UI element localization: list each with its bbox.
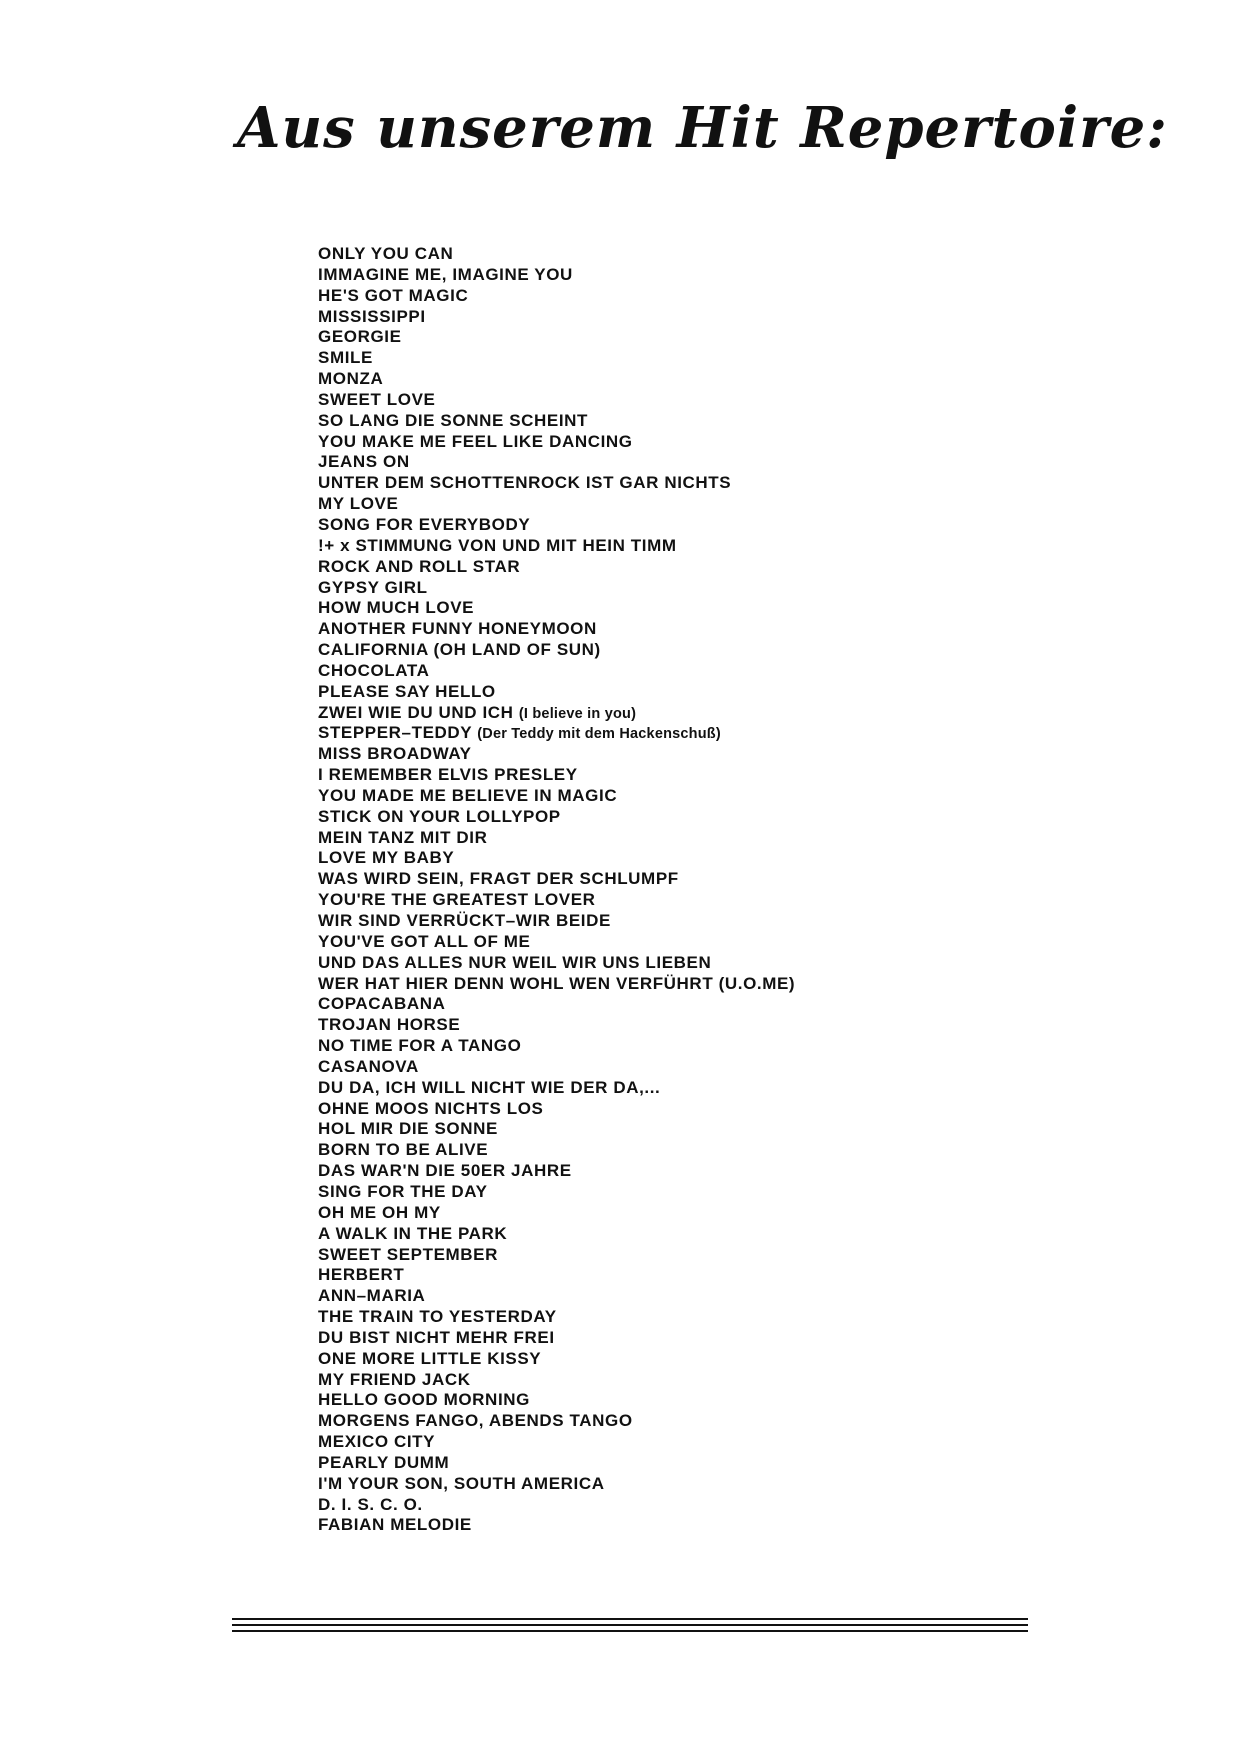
song-list-item xyxy=(318,640,795,661)
song-list-item xyxy=(318,286,795,307)
song-title: YOU'RE THE GREATEST LOVER xyxy=(318,890,596,910)
song-title: SO LANG DIE SONNE SCHEINT xyxy=(318,410,589,430)
song-list-item xyxy=(318,494,795,515)
song-title: CALIFORNIA (OH LAND OF SUN) xyxy=(318,640,601,660)
song-list-item xyxy=(318,348,795,369)
song-title: YOU'VE GOT ALL OF ME xyxy=(318,931,531,951)
song-title: A WALK IN THE PARK xyxy=(318,1223,508,1243)
song-list-item xyxy=(318,890,795,911)
song-title: STEPPER–TEDDY xyxy=(318,723,472,743)
song-title: WIR SIND VERRÜCKT–WIR BEIDE xyxy=(318,911,611,930)
song-title: OH ME OH MY xyxy=(318,1202,441,1222)
song-list-item xyxy=(318,848,795,869)
song-title: GEORGIE xyxy=(318,327,402,347)
song-list-item xyxy=(318,536,795,557)
song-title: TROJAN HORSE xyxy=(318,1015,461,1035)
song-title: MY LOVE xyxy=(318,494,399,514)
song-list-item xyxy=(318,1119,795,1140)
song-title: SWEET SEPTEMBER xyxy=(318,1244,498,1264)
song-list-item xyxy=(318,1390,795,1411)
song-list-item xyxy=(318,828,795,849)
song-title: UNTER DEM SCHOTTENROCK IST GAR NICHTS xyxy=(318,473,732,493)
song-title: THE TRAIN TO YESTERDAY xyxy=(318,1307,557,1327)
song-list-item xyxy=(318,1411,795,1432)
song-list-item xyxy=(318,1161,795,1182)
song-list-item xyxy=(318,390,795,411)
song-title: COPACABANA xyxy=(318,994,446,1014)
song-list-item xyxy=(318,265,795,286)
song-title: HOL MIR DIE SONNE xyxy=(318,1119,498,1139)
song-title: GYPSY GIRL xyxy=(318,577,428,597)
song-title: MONZA xyxy=(318,369,384,389)
song-title: IMMAGINE ME, IMAGINE YOU xyxy=(318,264,573,284)
song-title: !+ x STIMMUNG VON UND MIT HEIN TIMM xyxy=(318,535,677,555)
page-heading: Aus unserem Hit Repertoire: xyxy=(237,95,1168,161)
footer-rule-line xyxy=(232,1624,1028,1626)
song-list-item xyxy=(318,369,795,390)
song-title: ANOTHER FUNNY HONEYMOON xyxy=(318,619,597,639)
song-list-item xyxy=(318,703,795,724)
song-list-item xyxy=(318,557,795,578)
song-list-item xyxy=(318,1495,795,1516)
song-list-item xyxy=(318,786,795,807)
song-title: JEANS ON xyxy=(318,452,410,472)
song-list-item xyxy=(318,682,795,703)
song-list-item xyxy=(318,1286,795,1307)
song-title: SONG FOR EVERYBODY xyxy=(318,514,531,534)
song-title: MEIN TANZ MIT DIR xyxy=(318,827,488,847)
song-title: FABIAN MELODIE xyxy=(318,1515,472,1535)
song-title: OHNE MOOS NICHTS LOS xyxy=(318,1098,544,1118)
footer-rule-line xyxy=(232,1630,1028,1632)
song-list-item xyxy=(318,911,795,932)
song-list-item xyxy=(318,1265,795,1286)
song-title: MORGENS FANGO, ABENDS TANGO xyxy=(318,1411,633,1431)
song-list-item xyxy=(318,244,795,265)
song-list-item xyxy=(318,974,795,995)
song-title: DU BIST NICHT MEHR FREI xyxy=(318,1327,555,1347)
song-list-item xyxy=(318,932,795,953)
song-list-item xyxy=(318,515,795,536)
footer-rule-line xyxy=(232,1618,1028,1620)
song-list-item xyxy=(318,1224,795,1245)
song-list-item xyxy=(318,1370,795,1391)
song-title: I REMEMBER ELVIS PRESLEY xyxy=(318,765,578,785)
song-title: BORN TO BE ALIVE xyxy=(318,1140,489,1160)
song-list-item xyxy=(318,1474,795,1495)
song-list-item xyxy=(318,994,795,1015)
song-title: HE'S GOT MAGIC xyxy=(318,285,469,305)
song-note: (I believe in you) xyxy=(518,705,637,722)
song-title: DU DA, ICH WILL NICHT WIE DER DA,... xyxy=(318,1077,661,1097)
song-list-item xyxy=(318,1515,795,1536)
song-title: YOU MADE ME BELIEVE IN MAGIC xyxy=(318,785,618,805)
song-list-item xyxy=(318,661,795,682)
song-list-item xyxy=(318,1307,795,1328)
song-list-item xyxy=(318,473,795,494)
song-list-item xyxy=(318,1015,795,1036)
song-title: ZWEI WIE DU UND ICH xyxy=(318,702,514,722)
song-title: ANN–MARIA xyxy=(318,1286,426,1306)
song-list-item xyxy=(318,1245,795,1266)
song-title: HERBERT xyxy=(318,1265,405,1285)
song-title: ONLY YOU CAN xyxy=(318,244,454,263)
song-list-item xyxy=(318,765,795,786)
song-list-item xyxy=(318,619,795,640)
song-title: CASANOVA xyxy=(318,1056,419,1076)
song-list-item xyxy=(318,307,795,328)
song-list-item xyxy=(318,744,795,765)
song-list-item xyxy=(318,1328,795,1349)
song-note: (Der Teddy mit dem Hackenschuß) xyxy=(477,726,721,743)
song-list-item xyxy=(318,723,795,744)
song-list xyxy=(318,244,795,1536)
song-title: HELLO GOOD MORNING xyxy=(318,1390,530,1410)
song-list-item xyxy=(318,1182,795,1203)
song-list-item xyxy=(318,1057,795,1078)
song-title: HOW MUCH LOVE xyxy=(318,598,475,618)
song-list-item xyxy=(318,1099,795,1120)
song-title: WER HAT HIER DENN WOHL WEN VERFÜHRT (U.O.ME) xyxy=(318,973,796,993)
song-title: SWEET LOVE xyxy=(318,389,436,409)
song-list-item xyxy=(318,432,795,453)
song-title: MISSISSIPPI xyxy=(318,306,426,326)
song-title: NO TIME FOR A TANGO xyxy=(318,1036,522,1056)
song-title: MISS BROADWAY xyxy=(318,744,472,764)
song-title: STICK ON YOUR LOLLYPOP xyxy=(318,806,561,826)
song-title: PLEASE SAY HELLO xyxy=(318,681,496,701)
song-list-item xyxy=(318,869,795,890)
song-title: LOVE MY BABY xyxy=(318,848,455,868)
song-title: I'M YOUR SON, SOUTH AMERICA xyxy=(318,1473,605,1493)
song-list-item xyxy=(318,1453,795,1474)
song-title: DAS WAR'N DIE 50ER JAHRE xyxy=(318,1161,572,1181)
song-list-item xyxy=(318,1078,795,1099)
song-title: WAS WIRD SEIN, FRAGT DER SCHLUMPF xyxy=(318,869,679,889)
song-title: UND DAS ALLES NUR WEIL WIR UNS LIEBEN xyxy=(318,952,712,972)
song-list-item xyxy=(318,1036,795,1057)
song-title: CHOCOLATA xyxy=(318,660,430,680)
song-title: MY FRIEND JACK xyxy=(318,1369,471,1389)
song-list-item xyxy=(318,1203,795,1224)
song-list-item xyxy=(318,598,795,619)
song-list-item xyxy=(318,327,795,348)
song-list-item xyxy=(318,411,795,432)
song-title: SING FOR THE DAY xyxy=(318,1181,488,1201)
song-title: PEARLY DUMM xyxy=(318,1452,450,1472)
song-title: YOU MAKE ME FEEL LIKE DANCING xyxy=(318,431,633,451)
song-list-item xyxy=(318,1349,795,1370)
song-list-item xyxy=(318,578,795,599)
song-title: D. I. S. C. O. xyxy=(318,1494,423,1514)
song-list-item xyxy=(318,452,795,473)
song-title: ONE MORE LITTLE KISSY xyxy=(318,1348,542,1368)
song-title: MEXICO CITY xyxy=(318,1432,436,1452)
song-list-item xyxy=(318,953,795,974)
song-title: ROCK AND ROLL STAR xyxy=(318,556,521,576)
song-title: SMILE xyxy=(318,348,373,368)
song-list-item xyxy=(318,1432,795,1453)
song-list-item xyxy=(318,807,795,828)
song-list-item xyxy=(318,1140,795,1161)
